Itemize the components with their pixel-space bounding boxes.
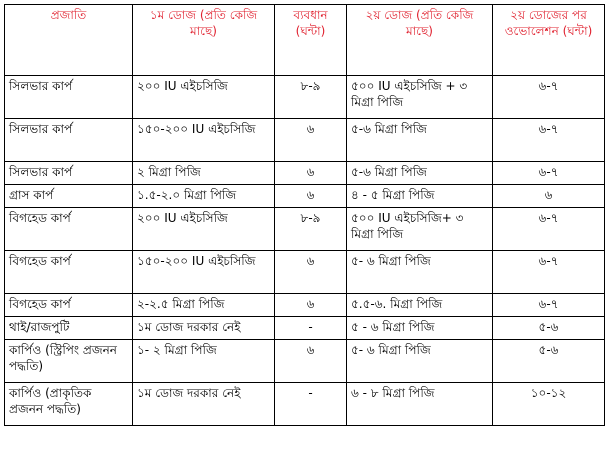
second-dose-cell: ৫ - ৬ মিগ্রা পিজি bbox=[347, 317, 493, 340]
species-cell: গ্রাস কার্প bbox=[5, 185, 133, 208]
table-row bbox=[5, 317, 605, 340]
interval-cell: ৮-৯ bbox=[275, 208, 347, 251]
second-dose-cell: ৫০০ IU এইচসিজি+ ৩ মিগ্রা পিজি bbox=[347, 208, 493, 251]
second-dose-cell: ৫- ৬ মিগ্রা পিজি bbox=[347, 251, 493, 294]
first-dose-cell: ১৫০-২০০ IU এইচসিজি bbox=[133, 119, 275, 162]
first-dose-cell: ২ মিগ্রা পিজি bbox=[133, 162, 275, 185]
second-dose-cell: ৫-৬ মিগ্রা পিজি bbox=[347, 119, 493, 162]
second-dose-cell: ৫০০ IU এইচসিজি + ৩ মিগ্রা পিজি bbox=[347, 76, 493, 119]
interval-cell: ৬ bbox=[275, 185, 347, 208]
first-dose-cell: ১.৫-২.০ মিগ্রা পিজি bbox=[133, 185, 275, 208]
header-interval: ব্যবধান (ঘন্টা) bbox=[275, 5, 347, 76]
species-cell: সিলভার কার্প bbox=[5, 76, 133, 119]
hormone-dose-table bbox=[4, 4, 605, 426]
interval-cell: ৮-৯ bbox=[275, 76, 347, 119]
second-dose-cell: ৬ - ৮ মিগ্রা পিজি bbox=[347, 383, 493, 426]
first-dose-cell: ২০০ IU এইচসিজি bbox=[133, 76, 275, 119]
table-row bbox=[5, 208, 605, 251]
table-row bbox=[5, 76, 605, 119]
table-row bbox=[5, 251, 605, 294]
first-dose-cell: ১- ২ মিগ্রা পিজি bbox=[133, 340, 275, 383]
second-dose-cell: ৪ - ৫ মিগ্রা পিজি bbox=[347, 185, 493, 208]
ovulation-cell: ৫-৬ bbox=[493, 317, 605, 340]
species-cell: কার্পিও (প্রাকৃতিক প্রজনন পদ্ধতি) bbox=[5, 383, 133, 426]
ovulation-cell: ১০-১২ bbox=[493, 383, 605, 426]
first-dose-cell: ১৫০-২০০ IU এইচসিজি bbox=[133, 251, 275, 294]
species-cell: কার্পিও (স্ট্রিপিং প্রজনন পদ্ধতি) bbox=[5, 340, 133, 383]
species-cell: থাই/রাজপুটি bbox=[5, 317, 133, 340]
interval-cell: ৬ bbox=[275, 162, 347, 185]
species-cell: বিগহেড কার্প bbox=[5, 251, 133, 294]
table-row bbox=[5, 294, 605, 317]
header-species: প্রজাতি bbox=[5, 5, 133, 76]
first-dose-cell: ১ম ডোজ দরকার নেই bbox=[133, 383, 275, 426]
interval-cell: - bbox=[275, 317, 347, 340]
ovulation-cell: ৬-৭ bbox=[493, 294, 605, 317]
header-row bbox=[5, 5, 605, 76]
interval-cell: - bbox=[275, 383, 347, 426]
table-row bbox=[5, 185, 605, 208]
header-second-dose: ২য় ডোজ (প্রতি কেজি মাছে) bbox=[347, 5, 493, 76]
ovulation-cell: ৬-৭ bbox=[493, 119, 605, 162]
ovulation-cell: ৬-৭ bbox=[493, 251, 605, 294]
interval-cell: ৬ bbox=[275, 119, 347, 162]
ovulation-cell: ৬-৭ bbox=[493, 208, 605, 251]
first-dose-cell: ২-২.৫ মিগ্রা পিজি bbox=[133, 294, 275, 317]
interval-cell: ৬ bbox=[275, 294, 347, 317]
table-row bbox=[5, 340, 605, 383]
ovulation-cell: ৬-৭ bbox=[493, 76, 605, 119]
table-row bbox=[5, 162, 605, 185]
ovulation-cell: ৬-৭ bbox=[493, 162, 605, 185]
first-dose-cell: ২০০ IU এইচসিজি bbox=[133, 208, 275, 251]
interval-cell: ৬ bbox=[275, 340, 347, 383]
second-dose-cell: ৫-৬ মিগ্রা পিজি bbox=[347, 162, 493, 185]
table-row bbox=[5, 383, 605, 426]
species-cell: বিগহেড কার্প bbox=[5, 208, 133, 251]
second-dose-cell: ৫- ৬ মিগ্রা পিজি bbox=[347, 340, 493, 383]
header-ovulation: ২য় ডোজের পর ওভোলেশন (ঘন্টা) bbox=[493, 5, 605, 76]
species-cell: বিগহেড কার্প bbox=[5, 294, 133, 317]
first-dose-cell: ১ম ডোজ দরকার নেই bbox=[133, 317, 275, 340]
second-dose-cell: ৫.৫-৬. মিগ্রা পিজি bbox=[347, 294, 493, 317]
species-cell: সিলভার কার্প bbox=[5, 119, 133, 162]
species-cell: সিলভার কার্প bbox=[5, 162, 133, 185]
header-first-dose: ১ম ডোজ (প্রতি কেজি মাছে) bbox=[133, 5, 275, 76]
interval-cell: ৬ bbox=[275, 251, 347, 294]
ovulation-cell: ৫-৬ bbox=[493, 340, 605, 383]
table-row bbox=[5, 119, 605, 162]
ovulation-cell: ৬ bbox=[493, 185, 605, 208]
